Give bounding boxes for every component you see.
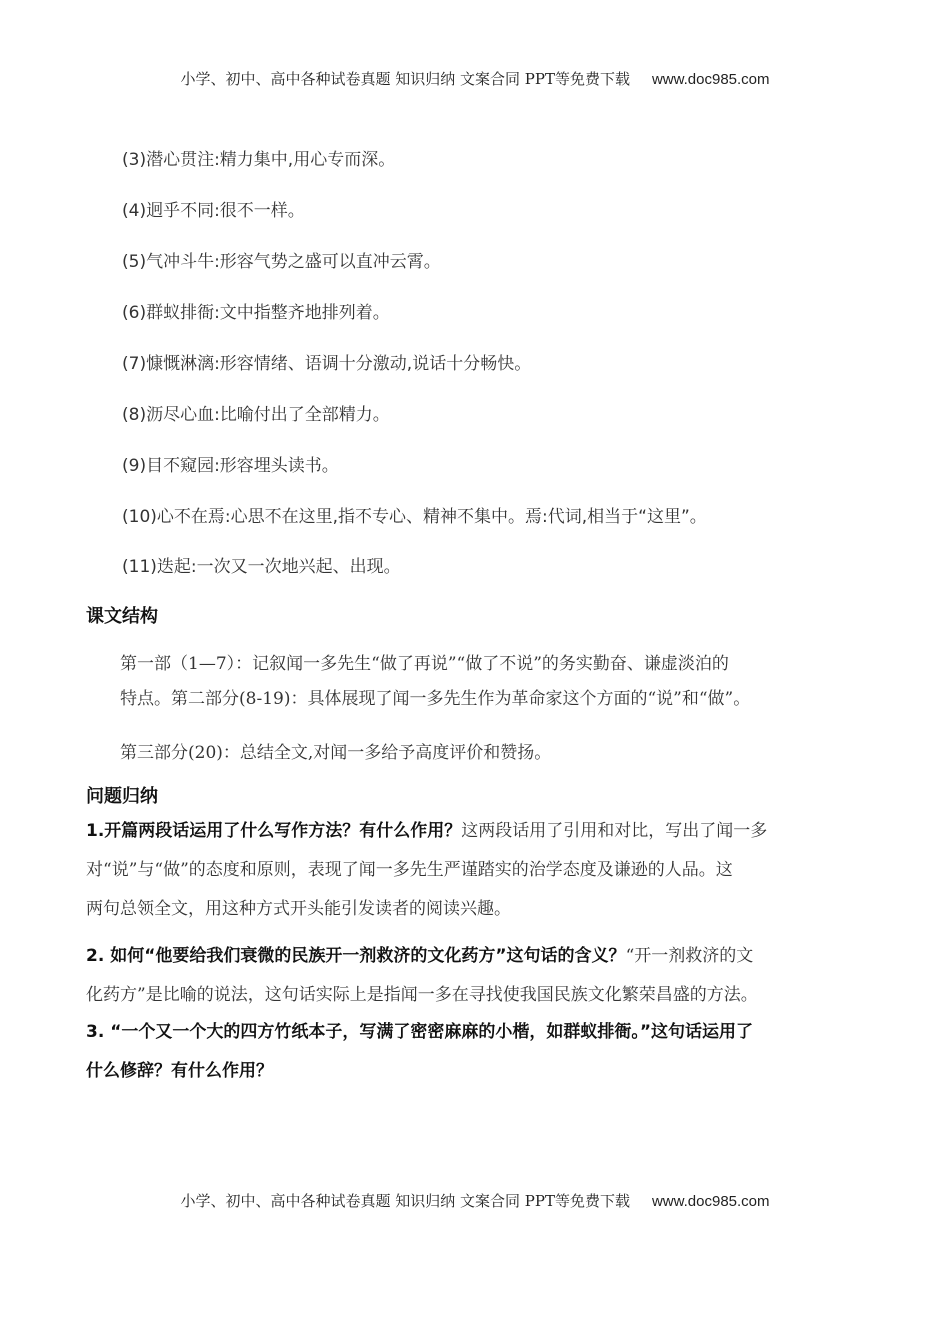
vocab-item: (6)群蚁排衙:文中指整齐地排列着。 xyxy=(122,303,390,323)
question-1 xyxy=(86,812,767,929)
question-2-text: 2. 如何“他要给我们衰微的民族开一剂救济的文化药方”这句话的含义？ xyxy=(86,946,626,966)
answer-2-first: “开一剂救济的文 xyxy=(625,946,754,966)
answer-1-first: 这两段话用了引用和对比，写出了闻一多 xyxy=(461,821,768,841)
vocab-item: (4)迥乎不同:很不一样。 xyxy=(122,201,305,221)
header-site-link[interactable]: www.doc985.com xyxy=(651,71,770,88)
vocab-item: (9)目不窥园:形容埋头读书。 xyxy=(122,456,339,476)
page-header xyxy=(0,68,950,89)
answer-2-line: 化药方”是比喻的说法，这句话实际上是指闻一多在寻找使我国民族文化繁荣昌盛的方法。 xyxy=(86,985,758,1005)
structure-line: 第一部（1—7）：记叙闻一多先生“做了再说”“做了不说”的务实勤奋、谦虚淡泊的 xyxy=(120,654,729,674)
question-3-line: 什么修辞？有什么作用？ xyxy=(86,1061,273,1081)
question-2 xyxy=(86,937,758,1015)
structure-heading: 课文结构 xyxy=(86,606,158,627)
vocab-item: (7)慷慨淋漓:形容情绪、语调十分激动,说话十分畅快。 xyxy=(122,354,532,374)
vocab-item: (10)心不在焉:心思不在这里,指不专心、精神不集中。焉:代词,相当于“这里”。 xyxy=(122,507,707,527)
footer-text: 小学、初中、高中各种试卷真题 知识归纳 文案合同 PPT等免费下载 xyxy=(180,1192,630,1210)
answer-1-line: 两句总领全文，用这种方式开头能引发读者的阅读兴趣。 xyxy=(86,899,511,919)
vocab-item: (11)迭起:一次又一次地兴起、出现。 xyxy=(122,557,401,577)
structure-paragraph xyxy=(120,647,750,717)
vocab-item: (8)沥尽心血:比喻付出了全部精力。 xyxy=(122,405,390,425)
answer-1-line: 对“说”与“做”的态度和原则，表现了闻一多先生严谨踏实的治学态度及谦逊的人品。这 xyxy=(86,860,733,880)
footer-site-link[interactable]: www.doc985.com xyxy=(651,1193,770,1210)
header-text: 小学、初中、高中各种试卷真题 知识归纳 文案合同 PPT等免费下载 xyxy=(180,70,630,88)
structure-line: 特点。第二部分(8-19)：具体展现了闻一多先生作为革命家这个方面的“说”和“做”。 xyxy=(120,689,751,709)
question-3 xyxy=(86,1013,753,1091)
vocab-item: (3)潜心贯注:精力集中,用心专而深。 xyxy=(122,150,396,170)
page-footer xyxy=(0,1190,950,1211)
structure-part3: 第三部分(20)：总结全文,对闻一多给予高度评价和赞扬。 xyxy=(120,743,552,763)
question-1-text: 1.开篇两段话运用了什么写作方法？有什么作用？ xyxy=(86,821,462,841)
questions-heading: 问题归纳 xyxy=(86,786,158,807)
vocab-item: (5)气冲斗牛:形容气势之盛可以直冲云霄。 xyxy=(122,252,441,272)
question-3-line: 3. “一个又一个大的四方竹纸本子，写满了密密麻麻的小楷，如群蚁排衙。”这句话运用了 xyxy=(86,1022,754,1042)
